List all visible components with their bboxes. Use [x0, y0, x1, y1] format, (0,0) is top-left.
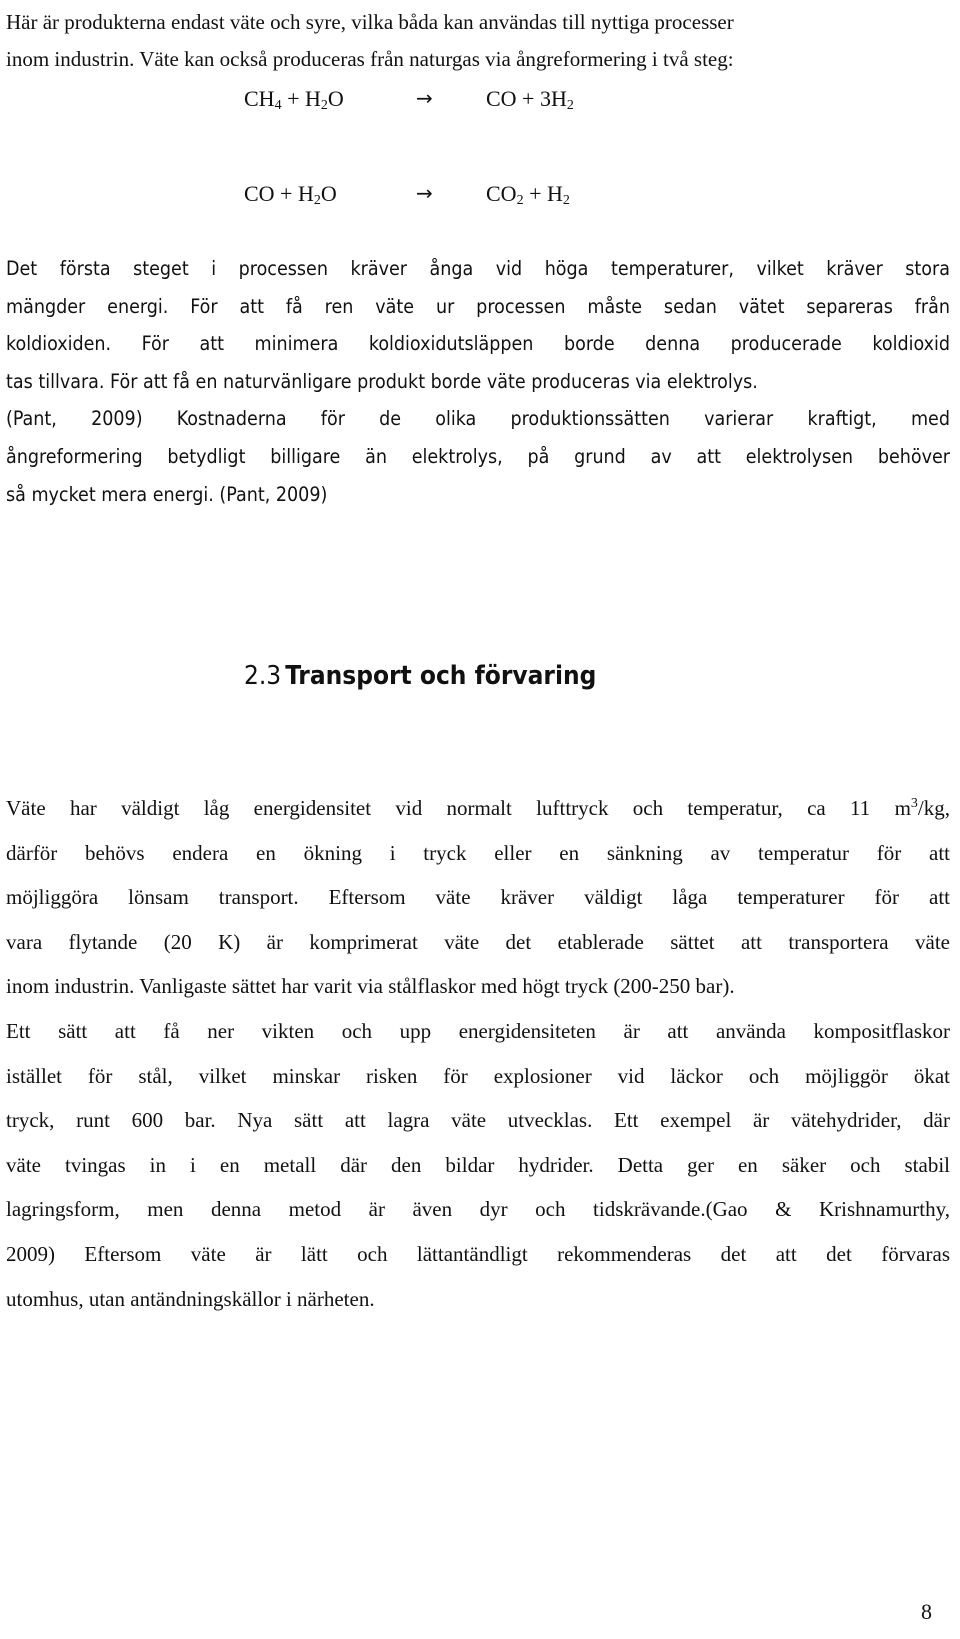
transport-paragraph	[6, 782, 950, 1321]
text-line: väte tvingas in i en metall där den bildar hydrider. Detta ger en säker och stabil	[6, 1152, 950, 1177]
text-line: Här är produkterna endast väte och syre, vilka båda kan användas till nyttiga processer	[6, 10, 734, 34]
text-line: Väte har väldigt låg energidensitet vid normalt lufttryck och temperatur, ca 11 $m^3/kg$,	[6, 796, 950, 820]
page-number: 8	[921, 1599, 932, 1624]
intro-paragraph	[6, 4, 950, 78]
text-line: 2009) Eftersom väte är lätt och lättantändligt rekommenderas det att det förvaras	[6, 1241, 950, 1266]
text-line: därför behövs endera en ökning i tryck eller en sänkning av temperatur för att	[6, 840, 950, 865]
text-line: mängder energi. För att få ren väte ur processen måste sedan vätet separeras från	[6, 294, 950, 318]
text-line: lagringsform, men denna metod är även dyr och tidskrävande.(Gao & Krishnamurthy,	[6, 1197, 950, 1222]
text-line: istället för stål, vilket minskar risken för explosioner vid läckor och möjliggör ökat	[6, 1063, 950, 1088]
section-title: Transport och förvaring	[285, 661, 597, 691]
equation-2-products: $CO_2 + H_2$	[486, 181, 570, 208]
section-heading	[244, 661, 596, 691]
arrow-right-icon: →	[416, 181, 433, 205]
text-line: vara flytande (20 K) är komprimerat väte det etablerade sättet att transportera väte	[6, 929, 950, 954]
text-line: inom industrin. Vanligaste sättet har varit via stålflaskor med högt tryck (200-250 bar).	[6, 974, 735, 999]
text-line: tryck, runt 600 bar. Nya sätt att lagra väte utvecklas. Ett exempel är vätehydrider, där	[6, 1108, 950, 1133]
text-line: möjliggöra lönsam transport. Eftersom väte kräver väldigt låga temperaturer för att	[6, 885, 950, 910]
text-line: (Pant, 2009) Kostnaderna för de olika produktionssätten varierar kraftigt, med	[6, 407, 950, 431]
section-number: 2.3	[244, 661, 282, 691]
document-page	[6, 0, 954, 1639]
text-line: inom industrin. Väte kan också produceras från naturgas via ångreformering i två steg:	[6, 47, 734, 71]
equation-2-reactants: CO + $H_2O$	[244, 181, 337, 208]
text-line: så mycket mera energi. (Pant, 2009)	[6, 482, 328, 506]
text-line: tas tillvara. För att få en naturvänligare produkt borde väte produceras via elektrolys.	[6, 369, 758, 393]
text-line: Ett sätt att få ner vikten och upp energidensiteten är att använda kompositflaskor	[6, 1018, 950, 1043]
arrow-right-icon: →	[416, 86, 433, 110]
equation-1-reactants: $CH_4 + H_2O$	[244, 86, 344, 113]
process-paragraph	[6, 250, 950, 513]
text-line: utomhus, utan antändningskällor i närheten.	[6, 1286, 375, 1311]
text-line: Det första steget i processen kräver ånga vid höga temperaturer, vilket kräver stora	[6, 257, 950, 280]
text-line: koldioxiden. För att minimera koldioxidutsläppen borde denna producerade koldioxid	[6, 332, 950, 356]
equation-1-products: CO + $3H_2$	[486, 86, 574, 113]
text-line: ångreformering betydligt billigare än elektrolys, på grund av att elektrolysen behöver	[6, 444, 950, 468]
